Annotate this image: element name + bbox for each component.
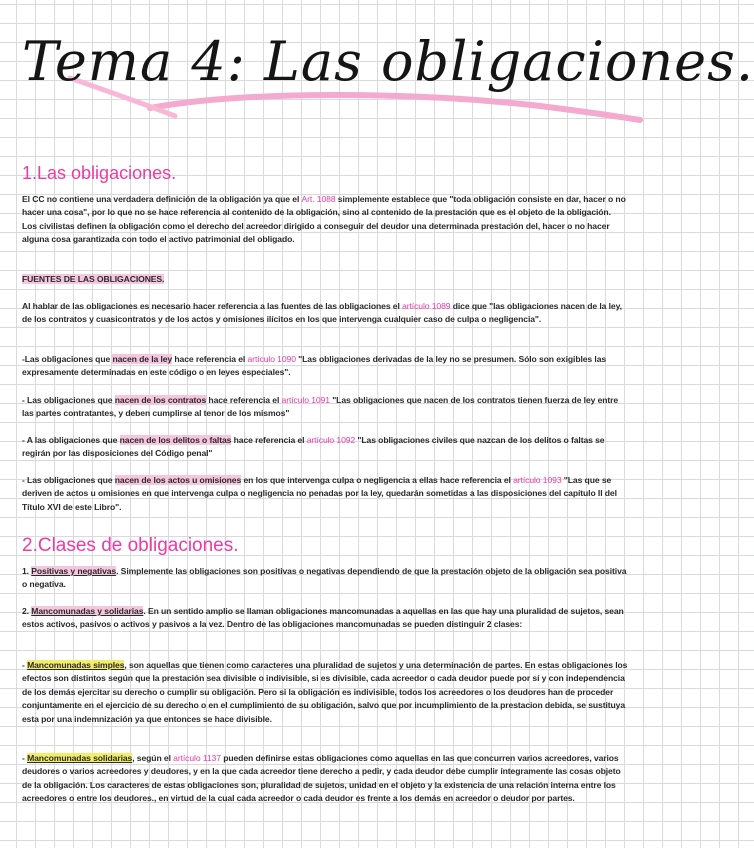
text-segment: , son aquellas que tienen como caracteres una pluralidad de sujetos y una determinación de partes. En estas obligaciones los efectos son distintos según que la prestación sea divisible o indivisible, si es divisible, cada acreedor o cada deudor puede por sí y con independencia de los demás ejercitar su derecho o cumplir su obligación. Pero si la obligación es indivisible, todos los acreedores o los deudores han de proceder conjuntamente en el ejercicio de su derecho o en el cumplimiento de su obligación, salvo que por incumplimiento de la prestacion debida, se sustituya esta por una indemnización ya que entonces se hace divisible. — [22, 660, 628, 724]
section-heading-clases: 2.Clases de obligaciones. — [22, 535, 239, 556]
text-segment: simplemente establece que "toda obligación consiste en dar, hacer o no hacer una cosa", por lo que no se hace referencia al contenido de la obligación, sino al contenido de la prestación que es el objeto de la obligación. — [22, 194, 626, 218]
highlight: nacen de los delitos o faltas — [119, 435, 232, 445]
text-segment: "Las obligaciones que nacen de los contratos tienen fuerza de ley entre las partes contratantes, y deben cumplirse al tenor de los mismos" — [22, 395, 619, 419]
text-segment: - — [22, 753, 28, 763]
page-title: Tema 4: Las obligaciones. — [22, 30, 754, 93]
text-segment: en los que intervenga culpa o negligencia a ellas hace referencia el — [241, 475, 514, 485]
text-segment: , según el — [132, 753, 174, 763]
text-segment: . En un sentido amplio se llaman obligaciones mancomunadas a aquellas en las que hay una pluralidad de sujetos, sean estos activos, pasivos o activos y pasivos a la vez. Dentro de las obligaciones mancomunadas se pueden distinguir 2 clases: — [22, 606, 624, 630]
text-segment: "Las obligaciones derivadas de la ley no se presumen. Sólo son exigibles las expresamente determinadas en este código o en leyes especiales". — [22, 354, 607, 378]
bullet-actos — [22, 474, 630, 514]
article-reference: artículo 1090 — [247, 354, 296, 364]
clase-positivas — [22, 565, 630, 592]
article-reference: Art. 1088 — [301, 194, 336, 204]
text-segment: - Las obligaciones que — [22, 395, 115, 405]
text-segment: Los civilistas definen la obligación como el derecho del acreedor dirigido a conseguir del deudor una determinada prestación del, hacer o no hacer alguna cosa garantizada con todo el activo patrimonial del obligado. — [22, 220, 610, 245]
term: Mancomunadas y solidarias — [31, 606, 144, 616]
term: Mancomunadas solidarias — [27, 753, 133, 763]
text-segment: "Las obligaciones civiles que nazcan de los delitos o faltas se regirán por las disposiciones del Código penal" — [22, 435, 605, 459]
text-segment: . Simplemente las obligaciones son positivas o negativas dependiendo de que la prestación objeto de la obligación sea positiva o negativa. — [22, 566, 627, 590]
text-segment: "Las que se deriven de actos u omisiones en que intervenga culpa o negligencia no penadas por la ley, quedarán sometidas a las disposiciones del capítulo II del Título XVI de este Libro". — [22, 475, 617, 512]
fuentes-heading-text: FUENTES DE LAS OBLIGACIONES. — [22, 274, 165, 284]
item-number: 1. — [22, 566, 32, 576]
text-segment: - — [22, 660, 28, 670]
article-reference: artículo 1091 — [281, 395, 330, 405]
bullet-contratos — [22, 394, 630, 421]
term: Mancomunadas simples — [27, 660, 125, 670]
article-reference: artículo 1092 — [306, 435, 356, 445]
bullet-delitos — [22, 434, 630, 461]
article-reference: artículo 1093 — [513, 475, 562, 485]
article-reference: artículo 1137 — [173, 753, 221, 763]
article-reference: artículo 1089 — [402, 301, 451, 311]
clase-mancomunadas — [22, 605, 630, 632]
term: Positivas y negativas — [31, 566, 117, 576]
text-segment: hace referencia el — [206, 395, 282, 405]
section-heading-obligaciones: 1.Las obligaciones. — [22, 163, 177, 183]
text-segment: - A las obligaciones que — [22, 435, 120, 445]
text-segment: -Las obligaciones que — [22, 354, 113, 364]
highlight: nacen de los actos u omisiones — [114, 475, 242, 485]
highlight: nacen de los contratos — [114, 395, 207, 405]
item-number: 2. — [22, 606, 32, 616]
text-segment: Al hablar de las obligaciones es necesario hacer referencia a las fuentes de las obligaciones el — [22, 301, 403, 311]
text-segment: hace referencia el — [231, 435, 307, 445]
text-segment: pueden definirse estas obligaciones como aquellas en las que concurren varios acreedores, varios deudores o varios acreedores y deudores, y en la que cada acreedor tiene derecho a pedir, y cada deudor debe cumplir íntegramente las cosas objeto de la obligación. Los caracteres de estas obligaciones son, pluralidad de sujetos, unidad en el objeto y la existencia de una relación interna entre los acreedores o entre los deudores., en virtud de la cual cada acreedor o cada deudor es frente a los demás en acreedor o deudor por partes. — [22, 753, 621, 804]
paragraph-definicion — [22, 193, 630, 247]
clase-simples — [22, 659, 630, 726]
title-area — [0, 8, 754, 128]
highlight: nacen de la ley — [112, 354, 173, 364]
text-segment: hace referencia el — [172, 354, 248, 364]
text-segment: El CC no contiene una verdadera definición de la obligación ya que el — [22, 194, 302, 204]
clase-solidarias — [22, 752, 630, 806]
fuentes-heading — [22, 273, 630, 286]
text-segment: - Las obligaciones que — [22, 475, 115, 485]
text-segment: dice que "las obligaciones nacen de la ley, de los contratos y cuasicontratos y de los actos y omisiones ilícitos en los que intervenga cualquier caso de culpa o negligencia". — [22, 301, 622, 325]
bullet-ley — [22, 353, 630, 380]
paragraph-fuentes — [22, 300, 630, 327]
